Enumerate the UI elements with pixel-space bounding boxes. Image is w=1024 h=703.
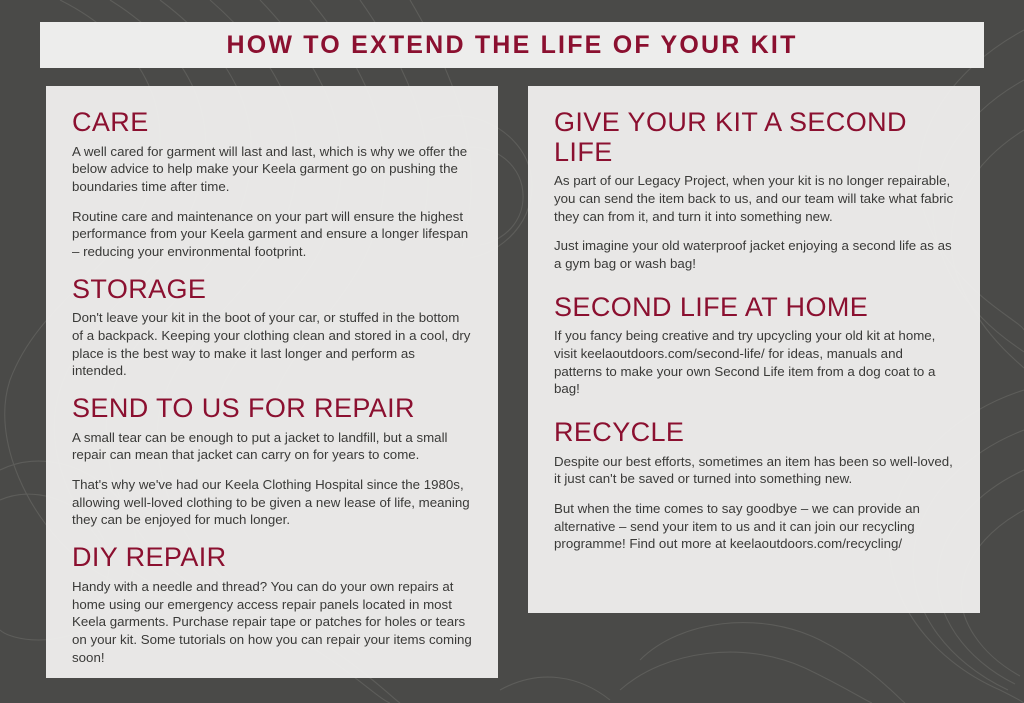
- section-care-paragraph-1: A well cared for garment will last and last, which is why we offer the below advice to help make your Keela garment go on pushing the boundaries time after time.: [72, 143, 468, 195]
- left-column: [46, 86, 498, 678]
- section-send-paragraph-1: A small tear can be enough to put a jacket to landfill, but a small repair can mean that jacket can carry on for years to come.: [72, 429, 448, 463]
- right-column: [528, 86, 980, 613]
- section-second-life-paragraph-1: As part of our Legacy Project, when your kit is no longer repairable, you can send the item back to us, and our team will take what fabric they can from it, and turn it into something new.: [554, 173, 954, 224]
- section-care: [72, 108, 472, 261]
- section-recycle: [554, 418, 954, 553]
- section-diy-repair: [72, 543, 472, 666]
- section-heading-diy-repair: DIY REPAIR: [72, 542, 227, 573]
- section-second-life-paragraph-2: Just imagine your old waterproof jacket enjoying a second life as as a gym bag or wash bag!: [554, 238, 952, 272]
- section-second-life-at-home: [554, 293, 954, 398]
- section-storage-paragraph-1: Don't leave your kit in the boot of your car, or stuffed in the bottom of a backpack. Keeping your clothing clean and stored in a cool, dry place is the best way to make it last longer and perform as intended.: [72, 310, 471, 379]
- section-recycle-paragraph-1: Despite our best efforts, sometimes an item has been so well-loved, it just can't be saved or turned into something new.: [554, 453, 953, 487]
- section-heading-care: CARE: [72, 107, 149, 137]
- section-second-life-home-paragraph-1: If you fancy being creative and try upcycling your old kit at home, visit keelaoutdoors.com/second-life/ for ideas, manuals and patterns to make your own Second Life item from a dog coat to a bag!: [554, 328, 936, 397]
- section-heading-storage: STORAGE: [72, 273, 207, 304]
- section-heading-recycle: RECYCLE: [554, 417, 685, 448]
- section-send-paragraph-2: That's why we've had our Keela Clothing Hospital since the 1980s, allowing well-loved clothing to be given a new lease of life, meaning they can be enjoyed for much longer.: [72, 477, 470, 528]
- section-diy-paragraph-1: Handy with a needle and thread? You can do your own repairs at home using our emergency access repair panels located in most Keela garments. Purchase repair tape or patches for holes or tears on your kit. Some tutorials on how you can repair your items coming soon!: [72, 578, 472, 665]
- section-recycle-paragraph-2: But when the time comes to say goodbye – we can provide an alternative – send your item to us and it can join our recycling programme! Find out more at keelaoutdoors.com/recycling/: [554, 501, 920, 552]
- section-heading-second-life-at-home: SECOND LIFE AT HOME: [554, 291, 869, 322]
- section-heading-give-your-kit-a-second-life: GIVE YOUR KIT A SECOND LIFE: [554, 107, 907, 167]
- section-care-paragraph-2: Routine care and maintenance on your part will ensure the highest performance from your Keela garment and ensure a longer lifespan – reducing your environmental footprint.: [72, 208, 469, 260]
- section-storage: [72, 275, 472, 380]
- title-banner: [40, 22, 984, 68]
- page-title: HOW TO EXTEND THE LIFE OF YOUR KIT: [226, 30, 798, 59]
- section-send-to-us-for-repair: [72, 394, 472, 529]
- section-give-your-kit-a-second-life: [554, 108, 954, 273]
- section-heading-send-to-us-for-repair: SEND TO US FOR REPAIR: [72, 393, 415, 424]
